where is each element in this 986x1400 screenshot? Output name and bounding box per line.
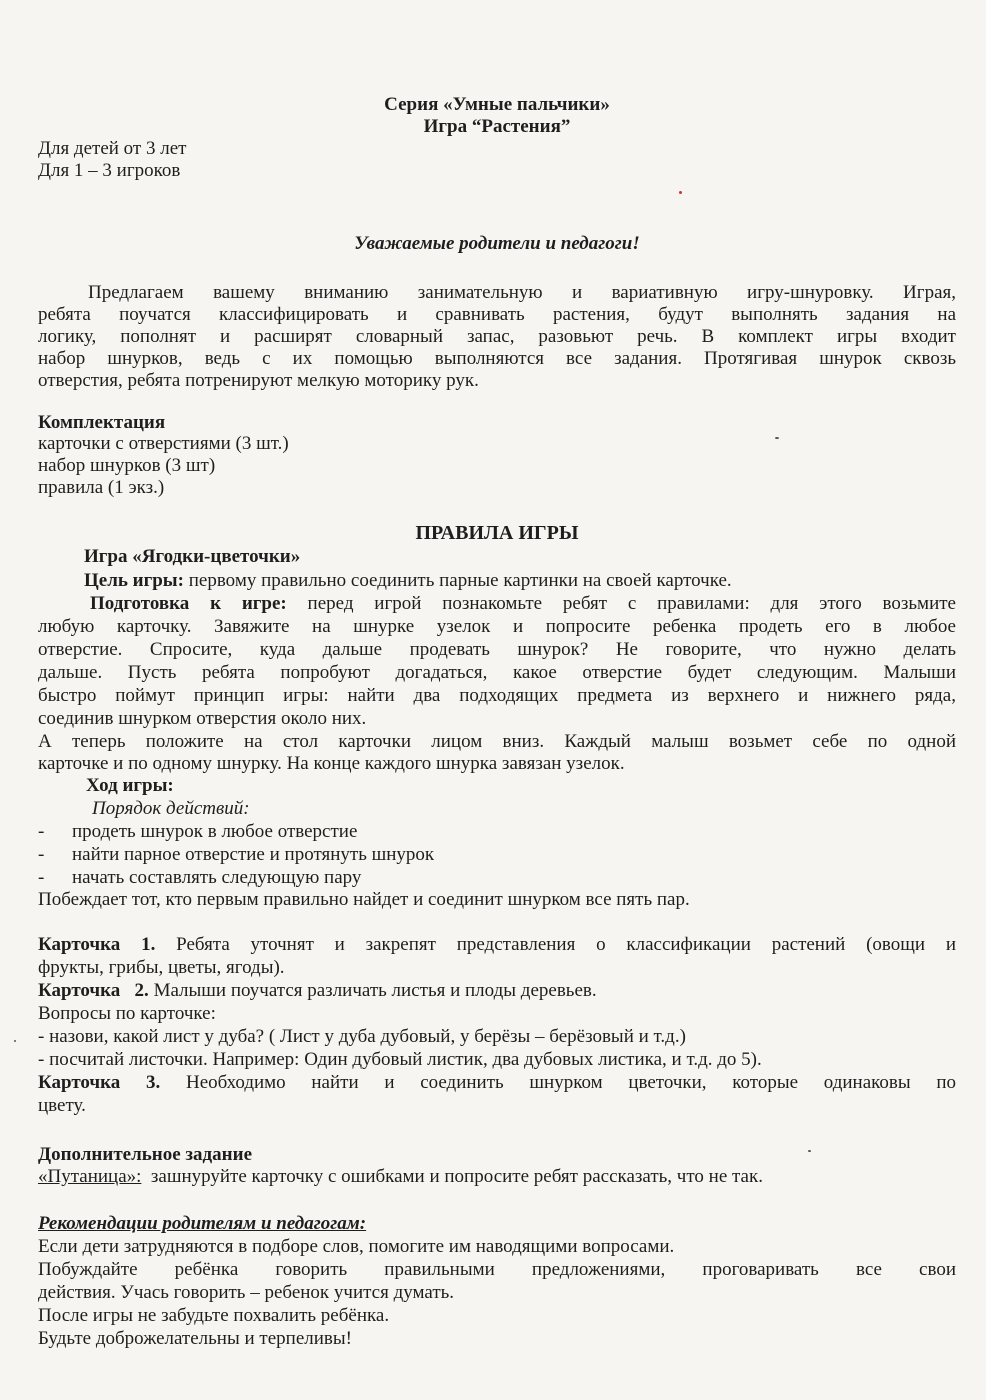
kit-title: Комплектация: [38, 412, 166, 433]
game-name: Игра «Ягодки-цветочки»: [84, 546, 301, 567]
recommend-title: Рекомендации родителям и педагогам:: [38, 1213, 367, 1234]
card-3-text: Необходимо найти и соединить шнурком цветочки, которые одинаковы по: [160, 1072, 957, 1093]
recommend-line: действия. Учась говорить – ребенок учится думать.: [38, 1282, 455, 1303]
step-item: [38, 867, 956, 889]
step-dash: -: [38, 844, 45, 865]
rules-title: ПРАВИЛА ИГРЫ: [415, 522, 579, 544]
greeting: Уважаемые родители и педагоги!: [354, 233, 640, 254]
intro-line: Предлагаем вашему вниманию занимательную и вариативную игру-шнуровку. Играя,: [88, 282, 956, 303]
card-3-line: цвету.: [38, 1095, 86, 1116]
step-text: начать составлять следующую пару: [72, 867, 362, 888]
intro-line: набор шнурков, ведь с их помощью выполняются все задания. Протягивая шнурок сквозь: [38, 348, 956, 369]
prep-line: [90, 593, 956, 615]
course-title: Ход игры:: [86, 775, 174, 796]
recommend-line: Если дети затрудняются в подборе слов, помогите им наводящими вопросами.: [38, 1236, 675, 1257]
series-title: Серия «Умные пальчики»: [384, 94, 610, 115]
extra-text: зашнуруйте карточку с ошибками и попросите ребят рассказать, что не так.: [141, 1166, 763, 1187]
prep-line: быстро поймут принцип игры: найти два подходящих предмета из верхнего и нижнего ряда,: [38, 685, 956, 706]
recommend-line: Будьте доброжелательны и терпеливы!: [38, 1328, 352, 1349]
scan-speck: [775, 437, 779, 439]
prep-line: соединив шнурком отверстия около них.: [38, 708, 367, 729]
step-item: [38, 844, 956, 866]
card-1-text: Ребята уточнят и закрепят представления о классификации растений (овощи и: [155, 934, 956, 955]
game-title: Игра “Растения”: [423, 116, 571, 137]
card-1-line: фрукты, грибы, цветы, ягоды).: [38, 957, 285, 978]
kit-item: карточки с отверстиями (3 шт.): [38, 433, 289, 454]
order-title: Порядок действий:: [92, 798, 250, 819]
card-1-line: [38, 934, 956, 956]
card-3-label: Карточка 3.: [38, 1072, 161, 1093]
prep-label: Подготовка к игре:: [90, 593, 287, 614]
recommend-line: Побуждайте ребёнка говорить правильными предложениями, проговаривать все свои: [38, 1259, 956, 1280]
goal-line: [84, 570, 986, 592]
players-line: Для 1 – 3 игроков: [38, 160, 181, 181]
question-item: - посчитай листочки. Например: Один дубовый листик, два дубовых листика, и т.д. до 5).: [38, 1049, 762, 1070]
card-2-line: [38, 980, 956, 1002]
scan-speck: [808, 1150, 811, 1152]
extra-line: [38, 1166, 956, 1188]
extra-title: Дополнительное задание: [38, 1144, 253, 1165]
extra-name: «Путаница»:: [38, 1166, 142, 1187]
prep-line: дальше. Пусть ребята попробуют догадаться, какое отверстие будет следующим. Малыши: [38, 662, 956, 683]
goal-text: первому правильно соединить парные картинки на своей карточке.: [183, 570, 732, 591]
intro-line: отверстия, ребята потренируют мелкую моторику рук.: [38, 370, 479, 391]
step-text: найти парное отверстие и протянуть шнурок: [72, 844, 435, 865]
table-line: карточке и по одному шнурку. На конце каждого шнурка завязан узелок.: [38, 753, 625, 774]
card-2-label: Карточка 2.: [38, 980, 149, 1001]
card-2-text: Малыши поучатся различать листья и плоды деревьев.: [148, 980, 597, 1001]
questions-title: Вопросы по карточке:: [38, 1003, 216, 1024]
card-3-line: [38, 1072, 956, 1094]
prep-line: любую карточку. Завяжите на шнурке узелок и попросите ребенка продеть его в любое: [38, 616, 956, 637]
goal-label: Цель игры:: [84, 570, 184, 591]
recommend-line: После игры не забудьте похвалить ребёнка.: [38, 1305, 390, 1326]
winner-line: Побеждает тот, кто первым правильно найдет и соединит шнурком все пять пар.: [38, 889, 690, 910]
intro-line: ребята поучатся классифицировать и сравнивать растения, будут выполнять задания на: [38, 304, 956, 325]
scan-speck: [14, 1040, 16, 1042]
card-1-label: Карточка 1.: [38, 934, 156, 955]
step-dash: -: [38, 867, 45, 888]
age-line: Для детей от 3 лет: [38, 138, 187, 159]
step-text: продеть шнурок в любое отверстие: [72, 821, 358, 842]
table-line: А теперь положите на стол карточки лицом вниз. Каждый малыш возьмет себе по одной: [38, 731, 956, 752]
kit-item: набор шнурков (3 шт): [38, 455, 216, 476]
step-dash: -: [38, 821, 45, 842]
scan-speck: [679, 191, 682, 194]
intro-line: логику, пополнят и расширят словарный запас, разовьют речь. В комплект игры входит: [38, 326, 956, 347]
kit-item: правила (1 экз.): [38, 477, 165, 498]
prep-text: перед игрой познакомьте ребят с правилами: для этого возьмите: [286, 593, 956, 614]
question-item: - назови, какой лист у дуба? ( Лист у дуба дубовый, у берёзы – берёзовый и т.д.): [38, 1026, 686, 1047]
step-item: [38, 821, 956, 843]
prep-line: отверстие. Спросите, куда дальше продевать шнурок? Не говорите, что нужно делать: [38, 639, 956, 660]
